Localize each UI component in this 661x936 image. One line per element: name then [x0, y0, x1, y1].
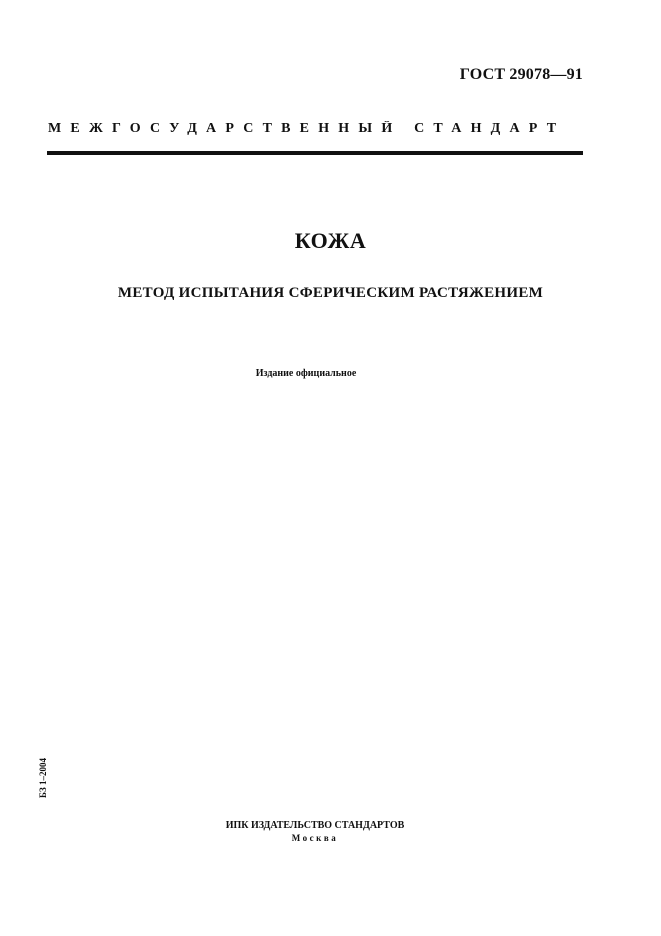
- publisher-city: Москва: [291, 833, 339, 843]
- side-catalog-code: БЗ 1–2004: [38, 758, 48, 798]
- publisher-name: ИПК ИЗДАТЕЛЬСТВО СТАНДАРТОВ: [225, 820, 405, 831]
- standard-type-heading: МЕЖГОСУДАРСТВЕННЫЙ СТАНДАРТ: [48, 121, 566, 136]
- edition-note: Издание официальное: [255, 368, 357, 379]
- header-divider: [47, 151, 583, 155]
- document-subtitle: МЕТОД ИСПЫТАНИЯ СФЕРИЧЕСКИМ РАСТЯЖЕНИЕМ: [117, 285, 544, 301]
- document-number: ГОСТ 29078—91: [459, 66, 583, 83]
- document-title: КОЖА: [294, 228, 367, 253]
